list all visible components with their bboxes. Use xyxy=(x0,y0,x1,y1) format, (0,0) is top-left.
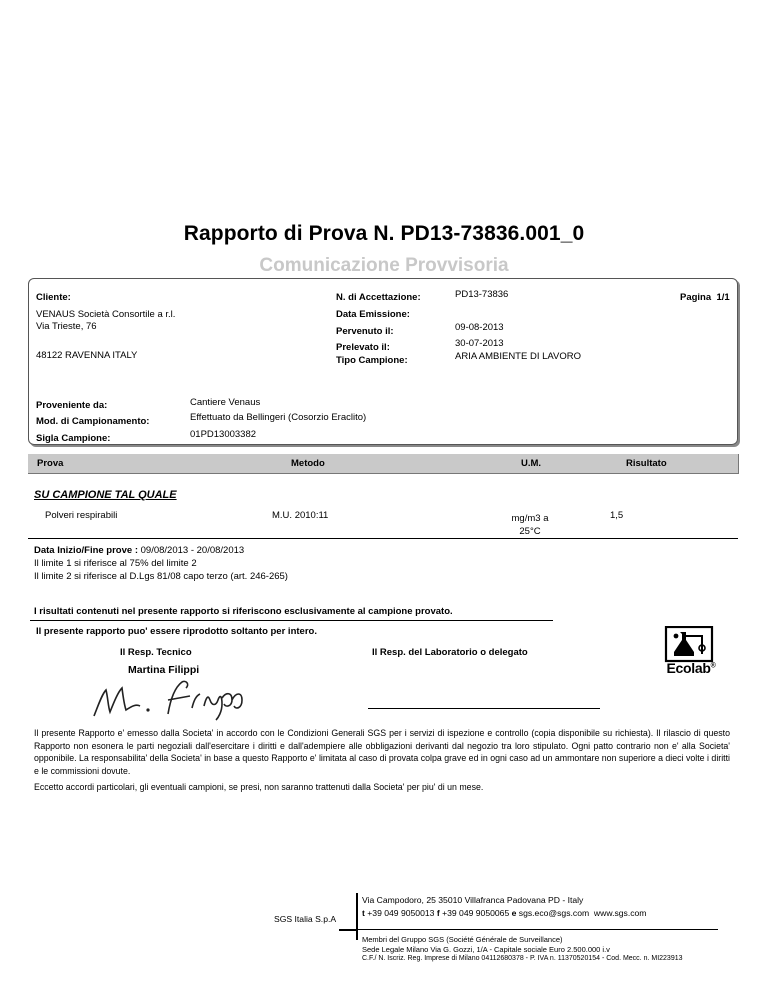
section-title: SU CAMPIONE TAL QUALE xyxy=(34,489,177,501)
limit-1-note: Il limite 1 si riferisce al 75% del limite 2 xyxy=(34,558,197,569)
limit-2-note: Il limite 2 si riferisce al D.Lgs 81/08 capo terzo (art. 246-265) xyxy=(34,571,288,582)
footer-registry: C.F./ N. Iscriz. Reg. Imprese di Milano 04112680378 - P. IVA n. 11370520154 - Cod. Mecc. n. MI223913 xyxy=(362,955,683,962)
sampled-label: Prelevato il: xyxy=(336,342,390,353)
test-dates: Data Inizio/Fine prove : 09/08/2013 - 20/08/2013 xyxy=(34,545,245,556)
sample-code-label: Sigla Campione: xyxy=(36,433,111,444)
footer-group: Membri del Gruppo SGS (Société Générale de Surveillance) xyxy=(362,935,563,944)
footer-email[interactable]: sgs.eco@sgs.com xyxy=(518,908,590,918)
footer-company: SGS Italia S.p.A xyxy=(274,914,337,924)
row-prova: Polveri respirabili xyxy=(45,510,118,521)
acceptance-label: N. di Accettazione: xyxy=(336,292,421,303)
results-statement: I risultati contenuti nel presente rapporto si riferiscono esclusivamente al campione provato. xyxy=(34,606,453,617)
origin-label: Proveniente da: xyxy=(36,400,108,411)
provisional-subtitle: Comunicazione Provvisoria xyxy=(259,255,509,276)
footer-horizontal-tick xyxy=(339,929,358,931)
sample-type-value: ARIA AMBIENTE DI LAVORO xyxy=(455,351,581,362)
col-um: U.M. xyxy=(521,458,542,469)
client-name: VENAUS Società Consortile a r.l. xyxy=(36,309,176,320)
table-divider xyxy=(28,538,738,539)
conditions-paragraph: Il presente Rapporto e' emesso dalla Societa' in accordo con le Condizioni Generali SGS per i servizi di ispezione e controllo (copia disponibile su richiesta). Il rilascio di questo Rapporto non esonera le parti negoziali dall'esercitare i diritti e dall'adempiere alle obbligazioni derivanti dal negozio tra loro stipulato. Ogni patto contrario non e' alla Societa' opponibile. La responsabilita' della Societa' in base a questo Rapporto e' limitata al caso di provata colpa grave ed in ogni caso ad un ammontare non superiore a dieci volte i diritti e le commissioni dovute. xyxy=(34,728,730,776)
sampling-mode-label: Mod. di Campionamento: xyxy=(36,416,150,427)
sampled-value: 30-07-2013 xyxy=(455,338,504,349)
row-risultato: 1,5 xyxy=(610,510,624,521)
tech-name: Martina Filippi xyxy=(128,664,200,676)
footer-rule xyxy=(358,929,718,930)
sample-code-value: 01PD13003382 xyxy=(190,429,257,440)
footer-vertical-rule xyxy=(356,893,358,940)
handwritten-signature xyxy=(86,676,266,722)
client-street: Via Trieste, 76 xyxy=(36,321,97,332)
origin-value: Cantiere Venaus xyxy=(190,397,261,408)
received-value: 09-08-2013 xyxy=(455,322,504,333)
tech-signature-label: Il Resp. Tecnico xyxy=(120,647,192,658)
row-um: mg/m3 a 25°C xyxy=(511,513,549,537)
ecolab-wordmark: Ecolab xyxy=(666,660,711,676)
sampling-mode-value: Effettuato da Bellingeri (Cosorzio Eraclito) xyxy=(190,412,367,423)
footer-address: Via Campodoro, 25 35010 Villafranca Padovana PD - Italy xyxy=(362,895,584,905)
footer-contacts: t +39 049 9050013 f +39 049 9050065 e sgs.eco@sgs.com www.sgs.com xyxy=(362,908,647,918)
results-table-header xyxy=(28,454,739,474)
lab-signature-line xyxy=(368,708,600,709)
client-label: Cliente: xyxy=(36,292,71,303)
acceptance-value: PD13-73836 xyxy=(455,289,509,300)
reproduction-statement: Il presente rapporto puo' essere riprodotto soltanto per intero. xyxy=(36,626,317,637)
client-city: 48122 RAVENNA ITALY xyxy=(36,350,138,361)
sample-type-label: Tipo Campione: xyxy=(336,355,408,366)
row-metodo: M.U. 2010:11 xyxy=(272,510,329,521)
samples-note: Eccetto accordi particolari, gli eventuali campioni, se presi, non saranno trattenuti dalla Societa' per piu' di un mese. xyxy=(34,782,484,792)
received-label: Pervenuto il: xyxy=(336,326,394,337)
col-metodo: Metodo xyxy=(291,458,325,469)
report-title: Rapporto di Prova N. PD13-73836.001_0 xyxy=(183,222,585,245)
footer-legal: Sede Legale Milano Via G. Gozzi, 1/A - Capitale sociale Euro 2.500.000 i.v xyxy=(362,945,610,954)
emission-label: Data Emissione: xyxy=(336,309,410,320)
col-risultato: Risultato xyxy=(626,458,667,469)
footer-website[interactable]: www.sgs.com xyxy=(593,908,647,918)
lab-signature-label: Il Resp. del Laboratorio o delegato xyxy=(372,647,528,658)
col-prova: Prova xyxy=(37,458,64,469)
page-label: Pagina 1/1 xyxy=(680,292,730,303)
statement-divider xyxy=(30,620,553,621)
ecolab-logo: Ecolab® xyxy=(652,626,726,676)
